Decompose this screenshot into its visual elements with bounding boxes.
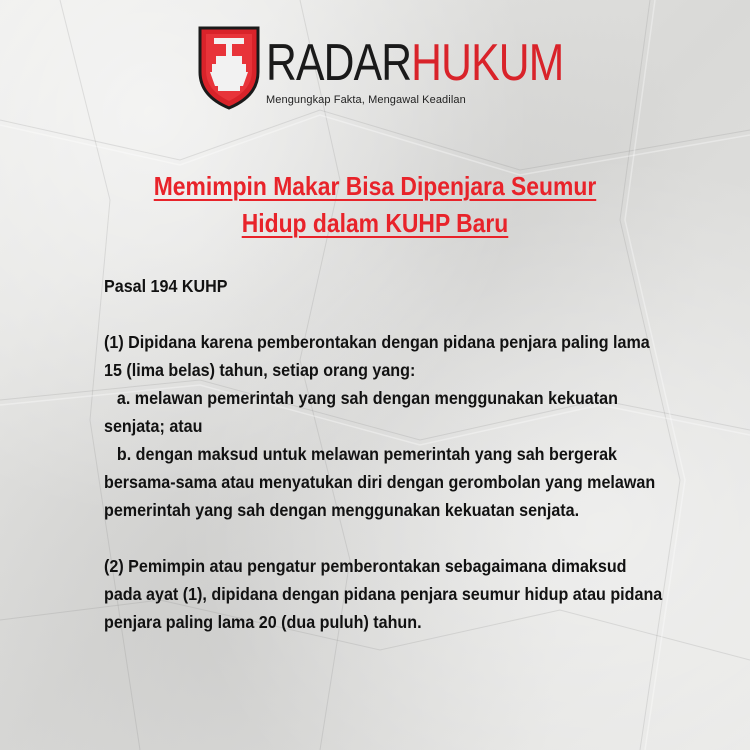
article-heading: Pasal 194 KUHP [104, 276, 228, 296]
brand-tagline: Mengungkap Fakta, Mengawal Keadilan [266, 94, 466, 106]
brand-name-hukum: HUKUM [411, 34, 564, 92]
shield-press-icon [196, 24, 262, 110]
article-body [104, 272, 664, 636]
brand-logo [196, 24, 564, 114]
paragraph-1-item-b: b. dengan maksud untuk melawan pemerintah yang sah bergerak bersama-sama atau menyatukan diri dengan gerombolan yang melawan pemerintah yang sah dengan menggunakan kekuatan senjata. [104, 444, 656, 520]
brand-name [266, 30, 563, 96]
paragraph-1-intro: (1) Dipidana karena pemberontakan dengan pidana penjara paling lama 15 (lima belas) tahun, setiap orang yang: [104, 332, 650, 380]
paragraph-1-item-a: a. melawan pemerintah yang sah dengan menggunakan kekuatan senjata; atau [104, 388, 618, 436]
brand-name-radar: RADAR [266, 34, 412, 92]
article-title: Memimpin Makar Bisa Dipenjara Seumur Hidup dalam KUHP Baru [153, 171, 597, 238]
paragraph-2: (2) Pemimpin atau pengatur pemberontakan sebagaimana dimaksud pada ayat (1), dipidana dengan pidana penjara seumur hidup atau pidana penjara paling lama 20 (dua puluh) tahun. [104, 556, 663, 632]
